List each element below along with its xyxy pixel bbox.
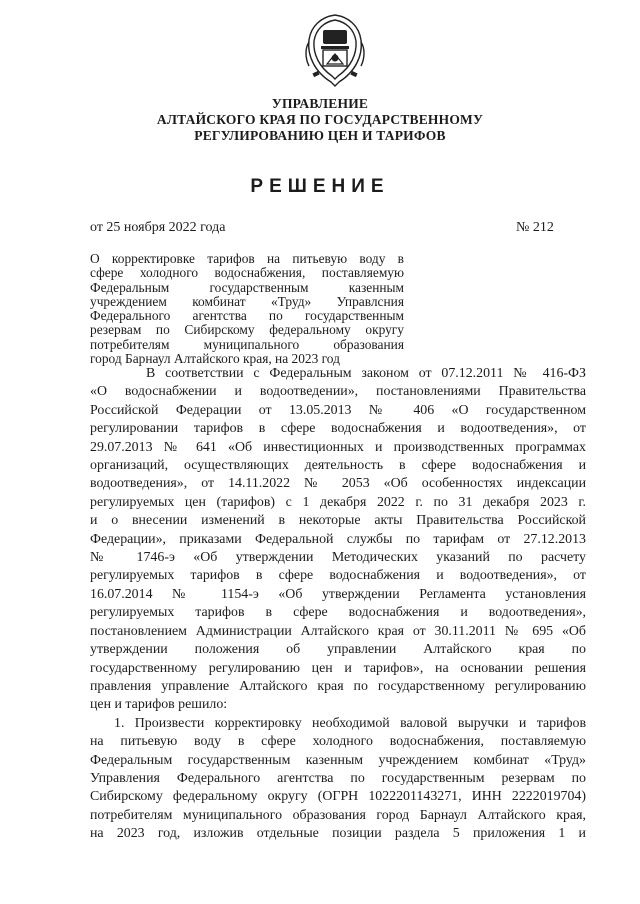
body-line: 1. Произвести корректировку необходимой валовой выручки и тарифов xyxy=(114,715,586,731)
body-line: Российской Федерации от 13.05.2013 № 406 «О государственном xyxy=(90,402,586,418)
body-line: на 2023 год, изложив отдельные позиции раздела 5 приложения 1 и xyxy=(90,826,586,842)
body-line: В соответствии с Федеральным законом от 07.12.2011 № 416-ФЗ xyxy=(146,366,586,381)
subject-line: учреждением комбинат «Труд» Управлсния xyxy=(90,293,404,309)
body-line: на питьевую воду в сфере холодного водоснабжения, поставляемую xyxy=(90,734,586,750)
body-line: 16.07.2014 № 1154-э «Об утверждении Регламента установления xyxy=(90,586,586,602)
body-line: «О водоснабжении и водоотведении», постановлениями Правительства xyxy=(90,384,586,400)
subject-line: Федерального агентства по государственным xyxy=(90,308,404,324)
body-line: Федеральным государственным казенным учреждением комбинат «Труд» xyxy=(90,752,586,768)
document-date: от 25 ноября 2022 года xyxy=(90,220,226,235)
subject-line: резервам по Сибирскому федеральному округу xyxy=(90,322,404,338)
body-line: цен и тарифов решило: xyxy=(90,697,228,713)
coat-of-arms-emblem xyxy=(301,12,369,90)
body-line: 29.07.2013 № 641 «Об инвестиционных и производственных программах xyxy=(90,439,586,455)
document-body xyxy=(90,365,586,844)
subject-line: О корректировке тарифов на питьевую воду в xyxy=(90,251,404,266)
org-line-2: АЛТАЙСКОГО КРАЯ ПО ГОСУДАРСТВЕННОМУ xyxy=(156,112,484,127)
org-line-3: РЕГУЛИРОВАНИЮ ЦЕН И ТАРИФОВ xyxy=(194,128,446,143)
body-line: правления управление Алтайского края по государственному регулированию xyxy=(90,678,586,694)
subject-line: потребителям муниципального образования xyxy=(90,336,404,352)
body-line: государственному регулированию цен и тарифов», на основании решения xyxy=(90,660,586,676)
body-line: регулируемых тарифов в сфере водоснабжения и водоотведения», xyxy=(90,605,586,621)
body-line: постановлением Администрации Алтайского края от 30.11.2011 № 695 «Об xyxy=(90,623,586,639)
organization-name xyxy=(0,96,640,144)
subject-line: город Барнаул Алтайского края, на 2023 год xyxy=(90,351,340,367)
document-type-title: РЕШЕНИЕ xyxy=(250,176,390,197)
body-line: регулировании тарифов в сфере водоснабжения и водоотведения», от xyxy=(90,421,586,437)
body-line: потребителям муниципального образования город Барнаул Алтайского края, xyxy=(90,807,586,823)
body-line: регулируемых цен (тарифов) с 1 декабря 2022 г. по 31 декабря 2023 г. xyxy=(90,494,586,510)
body-line: утверждении положения об управлении Алтайского края по xyxy=(90,642,586,658)
subject-line: сфере холодного водоснабжения, поставляемую xyxy=(90,265,404,281)
document-number: № 212 xyxy=(516,220,554,235)
body-line: водоотведения», от 14.11.2022 № 2053 «Об особенностях индексации xyxy=(90,476,586,492)
subject-line: Федеральным государственным казенным xyxy=(90,279,404,295)
org-line-1: УПРАВЛЕНИЕ xyxy=(271,96,369,111)
body-line: Федерации», приказами Федеральной службы по тарифам от 27.12.2013 xyxy=(90,531,586,547)
body-line: и о внесении изменений в некоторые акты Правительства Российской xyxy=(90,513,586,529)
body-line: Управления Федерального агентства по государственным резервам по xyxy=(90,770,586,786)
body-line: Сибирскому федеральному округу (ОГРН 1022201143271, ИНН 2222019704) xyxy=(90,789,586,805)
document-subject xyxy=(90,252,404,366)
body-line: № 1746-э «Об утверждении Методических указаний по расчету xyxy=(90,550,586,566)
body-line: организаций, осуществляющих деятельность в сфере водоснабжения и xyxy=(90,458,586,474)
body-line: регулируемых тарифов в сфере водоснабжения и водоотведения», от xyxy=(90,568,586,584)
